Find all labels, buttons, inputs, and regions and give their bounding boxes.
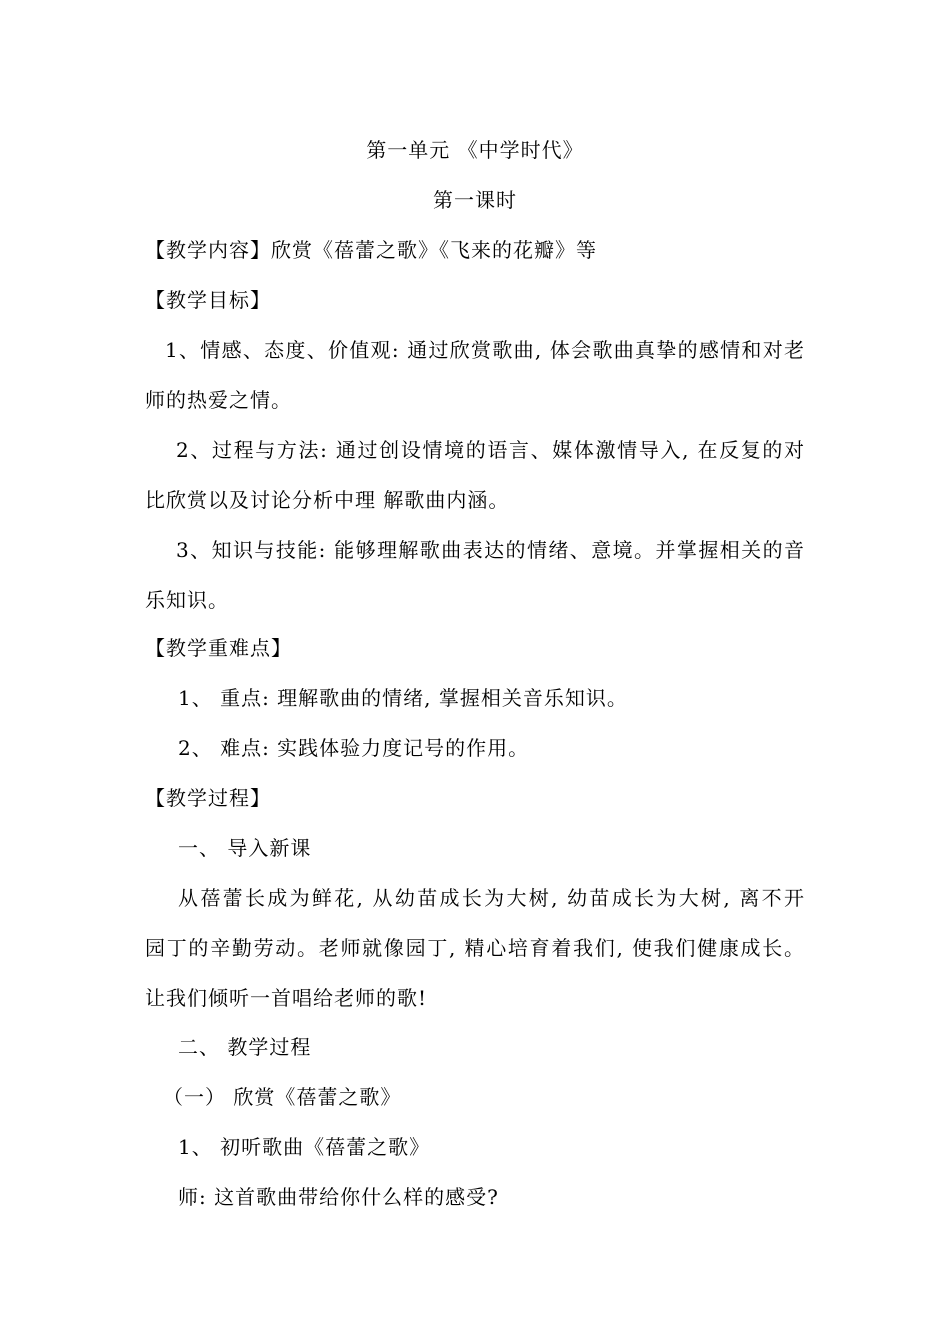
goal-2-line-1: 2、过程与方法: 通过创设情境的语言、媒体激情导入, 在反复的对 [176, 438, 805, 462]
key-point-1: 1、 重点: 理解歌曲的情绪, 掌握相关音乐知识。 [178, 686, 628, 710]
intro-heading: 一、 导入新课 [178, 836, 312, 860]
subsection-1: （一） 欣赏《蓓蕾之歌》 [163, 1085, 402, 1109]
intro-line-1: 从蓓蕾长成为鲜花, 从幼苗成长为大树, 幼苗成长为大树, 离不开 [178, 886, 805, 910]
key-point-2: 2、 难点: 实践体验力度记号的作用。 [178, 736, 530, 760]
lesson-title: 第一课时 [433, 188, 517, 212]
goal-2-line-2: 比欣赏以及讨论分析中理 解歌曲内涵。 [145, 488, 510, 512]
teacher-question: 师: 这首歌曲带给你什么样的感受? [178, 1185, 499, 1209]
process-heading: 【教学过程】 [145, 786, 271, 810]
unit-title: 第一单元 《中学时代》 [366, 138, 584, 162]
intro-line-2: 园丁的辛勤劳动。老师就像园丁, 精心培育着我们, 使我们健康成长。 [145, 936, 805, 960]
process-2-heading: 二、 教学过程 [178, 1035, 312, 1059]
goal-3-line-1: 3、知识与技能: 能够理解歌曲表达的情绪、意境。并掌握相关的音 [176, 538, 805, 562]
step-1: 1、 初听歌曲《蓓蕾之歌》 [178, 1135, 431, 1159]
goal-3-line-2: 乐知识。 [145, 588, 229, 612]
key-points-heading: 【教学重难点】 [145, 636, 292, 660]
teaching-content: 【教学内容】欣赏《蓓蕾之歌》《飞来的花瓣》等 [145, 238, 597, 262]
goals-heading: 【教学目标】 [145, 288, 271, 312]
goal-1-line-2: 师的热爱之情。 [145, 388, 292, 412]
goal-1-line-1: 1、情感、态度、价值观: 通过欣赏歌曲, 体会歌曲真挚的感情和对老 [165, 338, 805, 362]
intro-line-3: 让我们倾听一首唱给老师的歌! [145, 986, 428, 1010]
